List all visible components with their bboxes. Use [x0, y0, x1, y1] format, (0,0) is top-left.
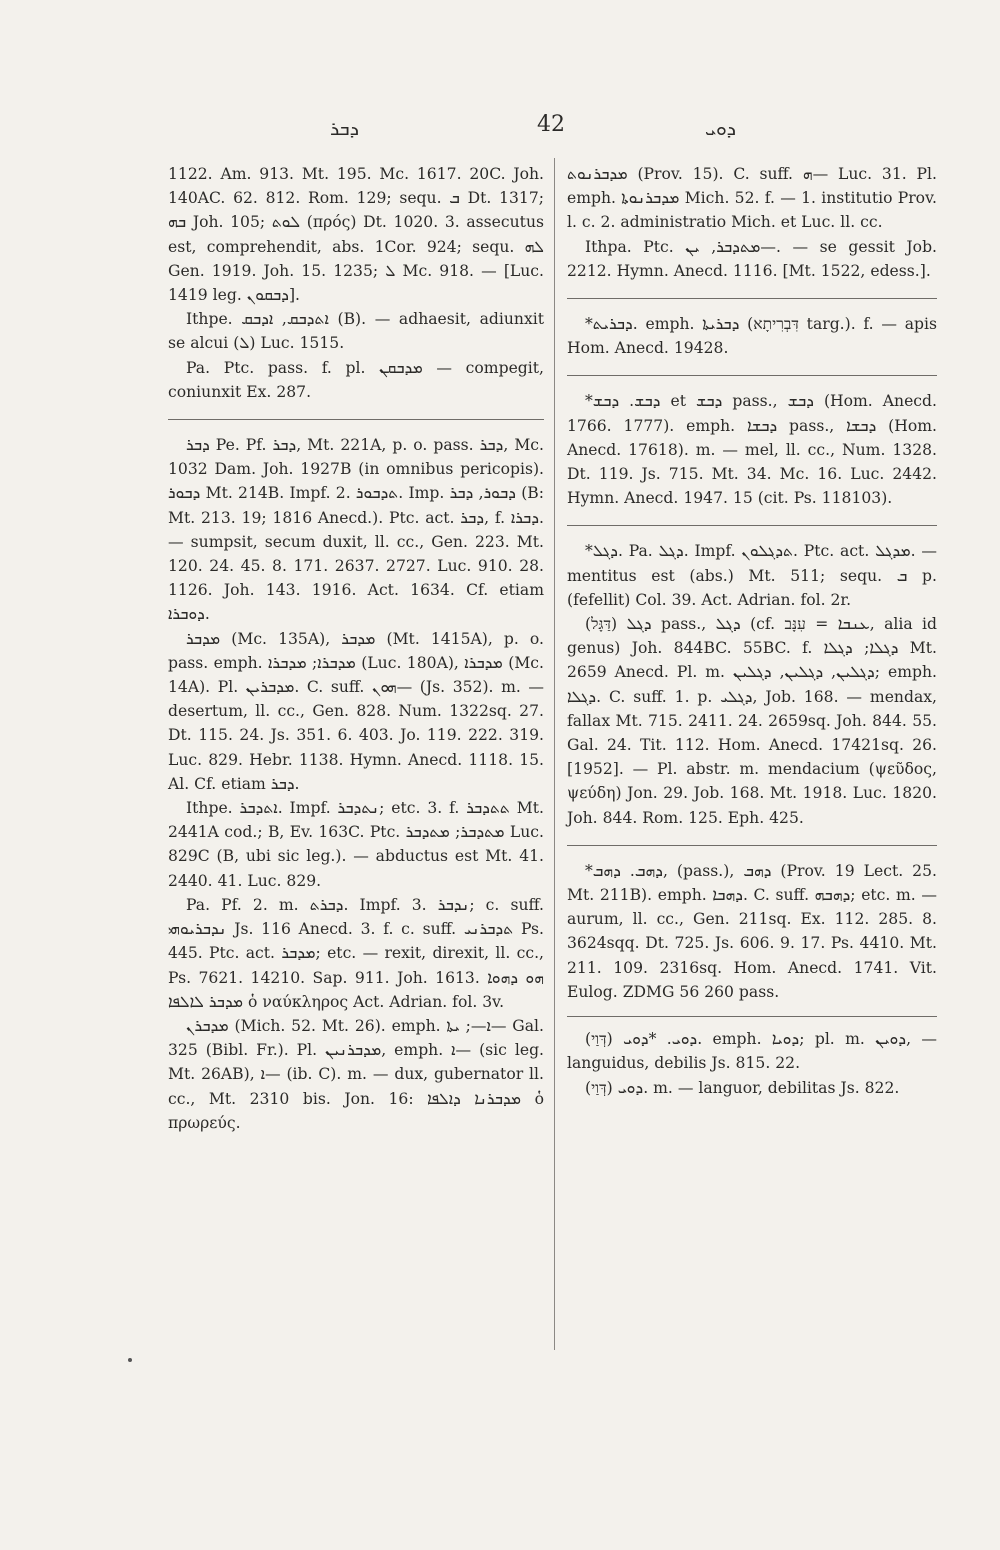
entry-paragraph: *ܕܓܠ. Pa. ܕܓܠ. Impf. ܬܕܓܠܘܢ. Ptc. act. ܡܕܓܠ. — mentitus est (abs.) Mt. 511; sequ. ܒ p. (fefellit) Col. 39. Act. Adrian. fol. 2r.: [567, 542, 937, 609]
entry-paragraph: ܕܓܠ (דַּגָּל) pass., ܕܓܠ (cf. ܥܢܒܐ = עִנָּב, alia id genus) Joh. 844BC. 55BC. f. ܕܓܠܐ; ܕܓܠܐ Mt. 2659 Anecd. Pl. m. ܕܓܠܝܢ, ܕܓܠܝܢ, ܕܓܠܝܢ; emph. ܕܓܠܐ. C. suff. 1. p. ܕܓܠܝ, Job. 168. — mendax, fallax Mt. 715. 2411. 24. 2659sq. Joh. 844. 55. Gal. 24. Tit. 112. Hom. Anecd. 17421sq. 26. [1952]. — Pl. abstr. m. mendacium (ψεῦδος, ψεύδη) Jon. 29. Job. 168. Mt. 1918. Luc. 1820. Joh. 844. Rom. 125. Eph. 425.: [567, 615, 938, 827]
entry-dgl: [567, 539, 937, 829]
entry-divider: [567, 525, 937, 526]
entry-paragraph: 1122. Am. 913. Mt. 195. Mc. 1617. 20C. Joh. 140AC. 62. 812. Rom. 129; sequ. ܒ Dt. 1317; ܒܗ Joh. 105; ܠܘܬ (πρός) Dt. 1020. 3. assecutus est, comprehendit, abs. 1Cor. 924; sequ. ܠܗ Gen. 1919. Joh. 15. 1235; ܠ Mc. 918. — [Luc. 1419 leg. ܕܒܩܘܢ].: [168, 165, 544, 305]
entry-paragraph: ܕܘܝ. *ܕܘܝ (דְּוַי). emph. ܕܘܝܐ; pl. m. ܕܘܝܢ, — languidus, debilis Js. 815. 22.: [567, 1030, 937, 1073]
entry-paragraph: Ithpe. ܐܬܕܒܩ, ܐܕܒܩ (B). — adhaesit, adiunxit se alcui (ܠ) Luc. 1515.: [168, 310, 545, 353]
entry-paragraph: ܕܘܝ (דְּוַי). m. — languor, debilitas Js. 822.: [585, 1078, 900, 1097]
entry-paragraph: ܡܕܒܪܢܘܬ (Prov. 15). C. suff. ܗ— Luc. 31. Pl. emph. ܡܕܒܪܢܘܬܐ Mich. 52. f. — 1. institutio Prov. l. c. 2. administratio Mich. et Luc. ll. cc.: [567, 165, 937, 232]
page-header: [0, 112, 1000, 152]
entry-paragraph: *ܕܒܪܝܬ. emph. ܕܒܪܝܬܐ (דִּבְרִיתָא targ.). f. — apis Hom. Anecd. 19428.: [567, 315, 938, 358]
entry-dwy: [567, 1027, 937, 1100]
entry-dhb: [567, 859, 937, 1004]
entry-paragraph: Pa. Pf. 2. m. ܕܒܪܬ. Impf. 3. ܢܕܒܪ; c. suff. ܢܕܒܪܝܘܗܝ Js. 116 Anecd. 3. f. c. suff. ܬܕܒܪܢܝ Ps. 445. Ptc. act. ܡܕܒܪ; etc. — rexit, direxit, ll. cc., Ps. 7621. 14210. Sap. 911. Joh. 1613. ܗܘ ܕܗܘܐ ܡܕܒܪ ܠܐܠܦܐ ὁ ναύκληρος Act. Adrian. fol. 3v.: [168, 895, 545, 1011]
entry-dbsh: [567, 389, 937, 510]
running-headword-left: ܕܒܪ: [330, 118, 359, 140]
running-headword-right: ܕܘܝ: [705, 118, 737, 140]
entry-dbryt: [567, 312, 937, 360]
entry-paragraph: ܕܒܪ Pe. Pf. ܕܒܪ, Mt. 221A, p. o. pass. ܕܒܪ, Mc. 1032 Dam. Joh. 1927B (in omnibus pericopis). ܕܒܘܪ Mt. 214B. Impf. 2. ܬܕܒܘܪ. Imp. ܕܒܘܪ, ܕܒܪ (B: Mt. 213. 19; 1816 Anecd.). Ptc. act. ܕܒܪ, f. ܕܒܪܐ. — sumpsit, secum duxit, ll. cc., Gen. 223. Mt. 120. 24. 45. 8. 171. 2637. 2727. Luc. 910. 28. 1126. Joh. 143. 1916. Act. 1634. Cf. etiam ܕܘܒܪܐ.: [168, 436, 545, 624]
entry-paragraph: ܡܕܒܪܢ (Mich. 52. Mt. 26). emph. ܐ—; ܝܬܐ— Gal. 325 (Bibl. Fr.). Pl. ܡܕܒܪܢܝܢ, emph. ܐ— (sic leg. Mt. 26AB), ܐ— (ib. C). m. — dux, gubernator ll. cc., Mt. 2310 bis. Jon. 16: ܡܕܒܪܢܐ ܕܐܠܦܐ ὁ πρωρεύς.: [168, 1016, 545, 1132]
ink-speck: [128, 1358, 132, 1362]
entry-mdbrnwt: [567, 162, 937, 283]
entry-paragraph: Pa. Ptc. pass. f. pl. ܡܕܒܩܢ — compegit, coniunxit Ex. 287.: [168, 358, 544, 401]
column-divider: [554, 158, 555, 1350]
entry-divider: [567, 845, 937, 846]
entry-paragraph: *ܕܒܫ. ܕܒܫ et ܕܒܫ pass., ܕܒܫ (Hom. Anecd. 1766. 1777). emph. ܕܒܫܐ pass., ܕܒܫܐ (Hom. Anecd. 17618). m. — mel, ll. cc., Num. 1328. Dt. 119. Js. 715. Mt. 34. Mc. 16. Luc. 2442. Hymn. Anecd. 1947. 15 (cit. Ps. 118103).: [567, 392, 937, 508]
entry-dbq: [168, 162, 544, 404]
entry-dbr: [168, 433, 544, 1135]
left-column: [168, 162, 544, 1135]
entry-paragraph: Ithpe. ܐܬܕܒܪ. Impf. ܢܬܕܒܪ; etc. 3. f. ܬܬܕܒܪ Mt. 2441A cod.; B, Ev. 163C. Ptc. ܡܬܕܒܪ; ܡܬܕܒܪ Luc. 829C (B, ubi sic leg.). — abductus est Mt. 41. 2440. 41. Luc. 829.: [168, 799, 545, 890]
entry-divider: [567, 298, 937, 299]
entry-separator: [567, 1016, 937, 1017]
entry-paragraph: Ithpa. Ptc. ܡܬܕܒܪ, ܝܢ—. — se gessit Job. 2212. Hymn. Anecd. 1116. [Mt. 1522, edess.].: [567, 237, 938, 280]
entry-paragraph: ܡܕܒܪ (Mc. 135A), ܡܕܒܪ (Mt. 1415A), p. o. pass. emph. ܡܕܒܪܐ; ܡܕܒܪܐ (Luc. 180A), ܡܕܒܪܐ (Mc. 14A). Pl. ܡܕܒܪܝܢ. C. suff. ܗܘܢ— (Js. 352). m. — desertum, ll. cc., Gen. 828. Num. 1322sq. 27. Dt. 115. 24. Js. 351. 6. 403. Jo. 119. 222. 319. Luc. 829. Hebr. 1138. Hymn. Anecd. 1118. 15. Al. Cf. etiam ܕܒܪ.: [168, 629, 545, 793]
entry-divider: [168, 419, 544, 420]
page-number: 42: [537, 112, 565, 137]
entry-divider: [567, 375, 937, 376]
right-column: [567, 162, 937, 1100]
entry-paragraph: *ܕܗܒ. ܕܗܒ, (pass.), ܕܗܒ (Prov. 19 Lect. 25. Mt. 211B). emph. ܕܗܒܐ. C. suff. ܕܗܒܗ; etc. m. — aurum, ll. cc., Gen. 211sq. Ex. 112. 285. 8. 3624sqq. Dt. 725. Js. 606. 9. 17. Ps. 4410. Mt. 211. 109. 2316sq. Hom. Anecd. 1741. Vit. Eulog. ZDMG 56 260 pass.: [567, 861, 937, 1001]
